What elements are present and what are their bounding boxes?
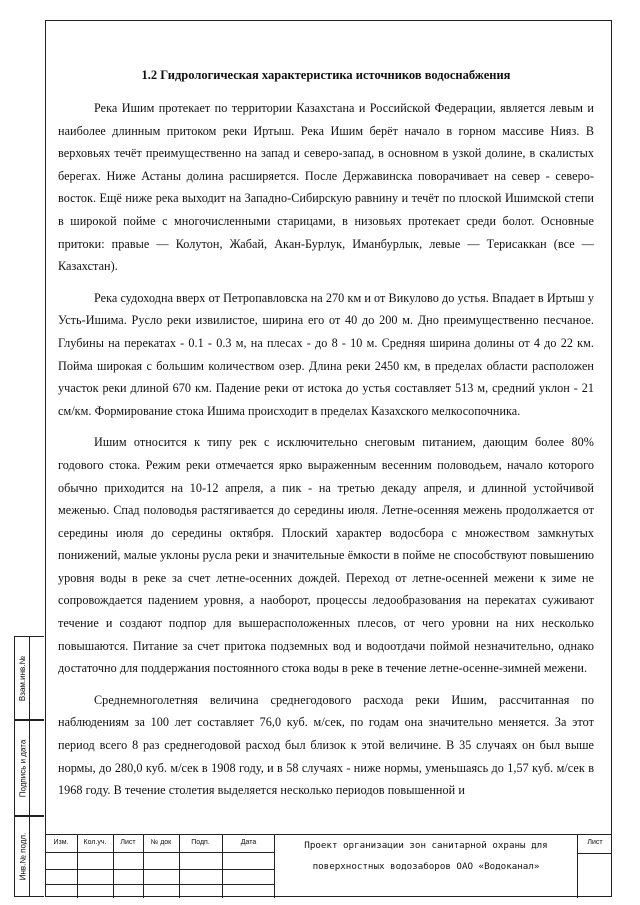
col-header-date: Дата (240, 839, 257, 846)
col-header-doc: № док (150, 839, 172, 846)
document-body (58, 68, 594, 811)
sheet-label: Лист (587, 839, 603, 846)
paragraph-3: Ишим относится к типу рек с исключительно снеговым питанием, дающим более 80% годового стока. Режим реки отмечается ярко выраженным весенним половодьем, начало которого обычно приходится на 10-12 апреля, а пик - на третью декаду апреля, и длинной устойчивой меженью. Спад половодья растягивается до середины июля. Летне-осенняя межень продолжается от середины июля до середины октября. Плоский характер водосбора с множеством замкнутых понижений, малые уклоны русла реки и значительные ёмкости в пойме не способствуют повышению уровня воды в реке за счет летне-осенних дождей. Переход от летне-осенней межени к зиме не сопровождается падением уровня, а наоборот, процессы ледообразования на перекатах суживают течение и создают подпор для вышерасположенных плесов, от чего уровни на них несколько повышаются. Питание за счет притока подземных вод и водоотдачи поймой незначительно, однако достаточно для поддержания постоянного стока воды в реке в течение летне-осенне-зимней межени. (58, 435, 594, 676)
project-title-line2: поверхностных водозаборов ОАО «Водоканал» (312, 861, 540, 872)
paragraph-4: Среднемноголетняя величина среднегодового расхода реки Ишим, рассчитанная по наблюдениям за 100 лет составляет 76,0 куб. м/сек, по годам она значительно меняется. За этот период всего 8 раз среднегодовой расход был близок к этой величине. В 35 случаях он был выше нормы, до 280,0 куб. м/сек в 1908 году, и в 58 случаях - ниже нормы, уменьшаясь до 1,57 куб. м/сек в 1968 году. В течение столетия выделяется несколько периодов повышенной и (58, 692, 594, 798)
side-stamp-original (14, 816, 44, 897)
col-header-sheet: Лист (120, 839, 136, 846)
side-stamp-replacement (14, 636, 44, 720)
side-stamp-label-original: Инв.№ подл. (18, 832, 28, 881)
col-header-signature: Подп. (191, 839, 210, 846)
project-title (275, 835, 578, 898)
sheet-number-cell (578, 835, 612, 898)
section-heading: 1.2 Гидрологическая характеристика источников водоснабжения (141, 68, 511, 82)
side-stamp-label-replacement: Взам.инв.№ (18, 655, 27, 701)
title-block (45, 834, 612, 897)
project-title-line1: Проект организации зон санитарной охраны для (304, 840, 548, 851)
paragraph-1: Река Ишим протекает по территории Казахстана и Российской Федерации, является левым и наиболее длинным притоком реки Иртыш. Река Ишим берёт начало в горном массиве Нияз. В верховьях течёт преимущественно на запад и северо-запад, в основном в узкой долине, в скалистых берегах. Ниже Астаны долина расширяется. После Державинска поворачивает на север - северо-восток. Ещё ниже река выходит на Западно-Сибирскую равнину и течёт по плоской Ишимской степи в широкой пойме с многочисленными старицами, в низовьях протекает среди болот. Основные притоки: правые — Колутон, Жабай, Акан-Бурлук, Иманбурлык, левые — Терисаккан (все — Казахстан). (58, 101, 594, 274)
paragraph-2: Река судоходна вверх от Петропавловска на 270 км и от Викулово до устья. Впадает в Иртыш у Усть-Ишима. Русло реки извилистое, ширина его от 40 до 200 м. Дно преимущественно песчаное. Глубины на перекатах - 0.1 - 0.3 м, на плесах - до 8 - 10 м. Средняя ширина долины от 4 до 22 км. Пойма широкая с большим количеством озер. Длина реки 2450 км, в пределах области расположен участок реки длиной 670 км. Падение реки от истока до устья составляет 513 м, средний уклон - 21 см/км. Формирование стока Ишима происходит в пределах Казахского мелкосопочника. (58, 290, 594, 418)
side-stamp-label-signature: Подпись и дата (18, 739, 28, 797)
side-stamp-signature (14, 720, 44, 816)
revision-table (45, 835, 275, 898)
col-header-change: Изм. (53, 839, 69, 846)
col-header-count: Кол.уч. (83, 839, 107, 846)
